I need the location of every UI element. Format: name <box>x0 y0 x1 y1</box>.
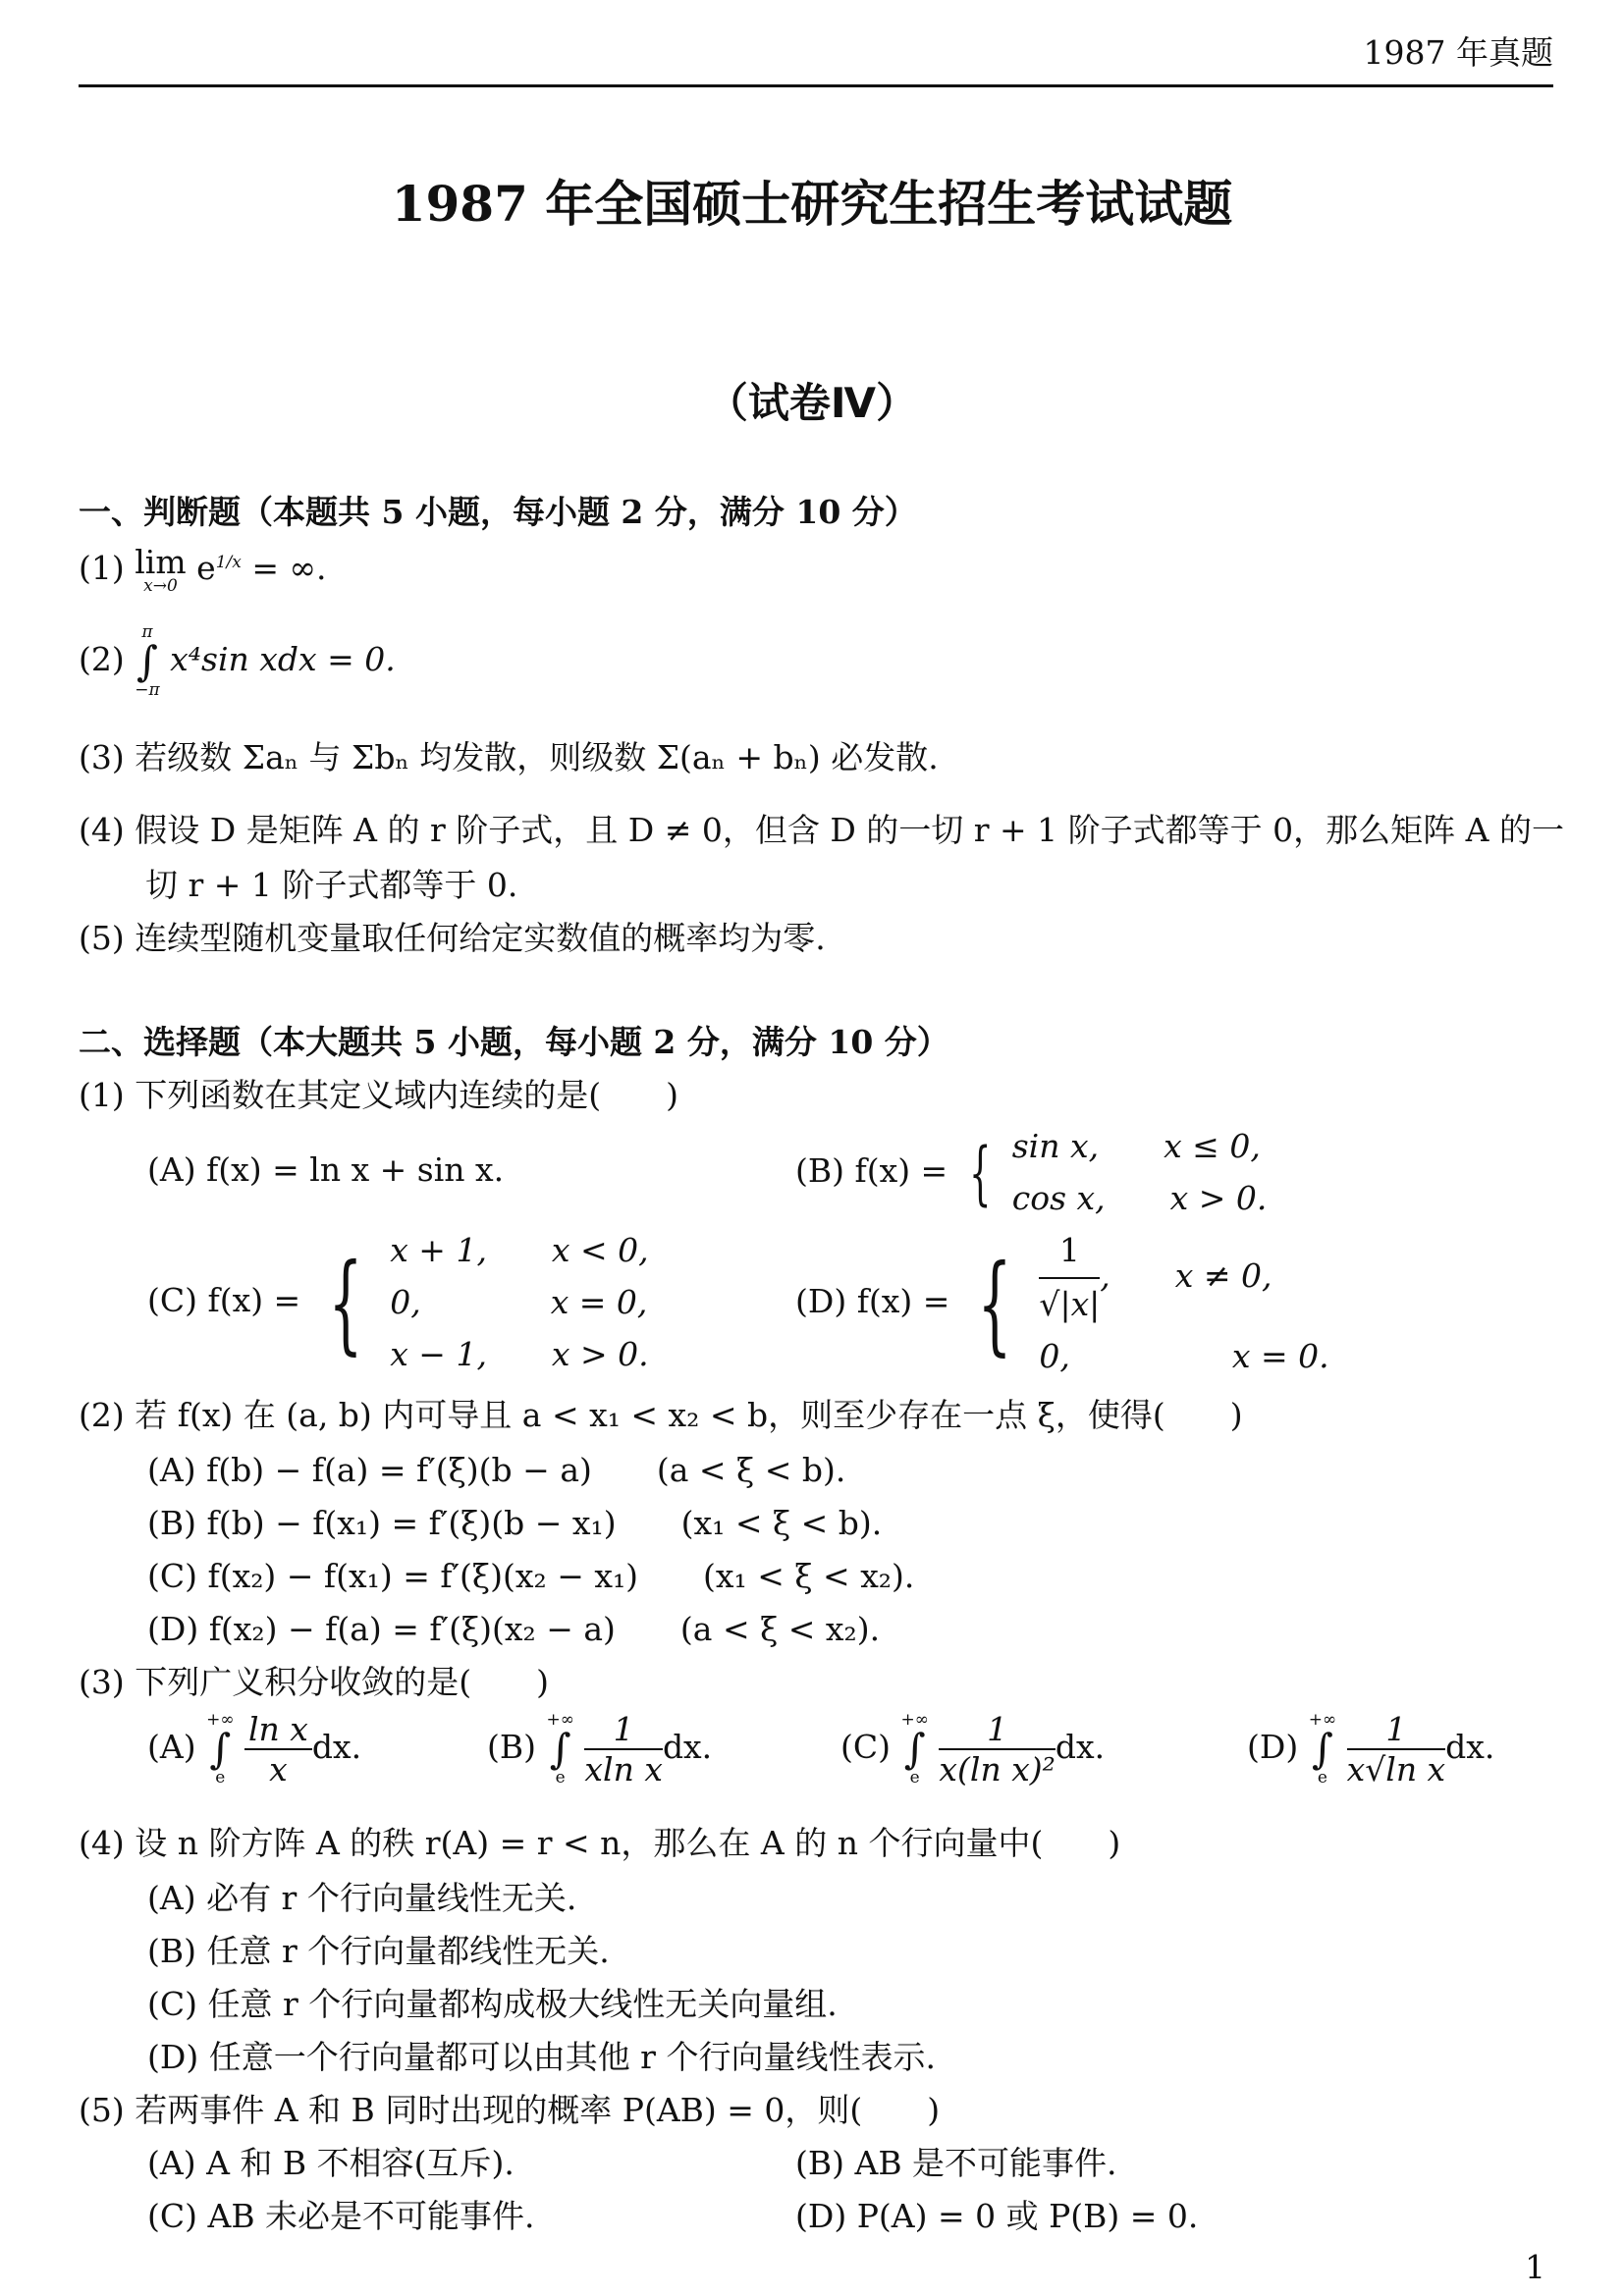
s1-q3 <box>79 732 939 778</box>
s2-q1-option-c: (C) f(x) = { x + 1, x < 0, 0, x = 0, x − 1, x > 0. <box>147 1225 649 1380</box>
s1-q1-num: (1) <box>79 549 125 587</box>
s2-q1-c-case2: 0, x = 0, <box>390 1282 648 1321</box>
s1-q5-text: 连续型随机变量取任何给定实数值的概率均为零. <box>135 919 826 957</box>
integral-sign: +∞ ∫ e <box>900 1710 929 1788</box>
s2-q1-stem: (1) 下列函数在其定义域内连续的是( ) <box>79 1076 678 1114</box>
s1-q5-num: (5) <box>79 919 125 957</box>
running-header: 1987 年真题 <box>1363 33 1553 72</box>
s2-q5-option-d: (D) P(A) = 0 或 P(B) = 0. <box>795 2197 1199 2235</box>
s2-q3-option-b <box>487 1710 712 1789</box>
s1-q5 <box>79 913 826 959</box>
s1-q2-body: x⁴sin xdx = 0. <box>170 640 396 678</box>
s2-q5-option-b: (B) AB 是不可能事件. <box>795 2144 1117 2182</box>
section1-heading: 一、判断题（本题共 5 小题，每小题 2 分，满分 10 分） <box>79 493 917 531</box>
s2-q4-option-d: (D) 任意一个行向量都可以由其他 r 个行向量线性表示. <box>147 2038 936 2076</box>
s2-q1-c-case3: x − 1, x > 0. <box>390 1334 649 1373</box>
s2-q3-c-denominator: x(ln x)² <box>939 1750 1056 1789</box>
s2-q4-stem: (4) 设 n 阶方阵 A 的秩 r(A) = r < n，那么在 A 的 n 个行向量中( ) <box>79 1824 1121 1862</box>
s2-q1-c-case1: x + 1, x < 0, <box>390 1231 649 1269</box>
integral-sign: +∞ ∫ e <box>546 1710 574 1788</box>
s2-q1-d-case1-tail: , x ≠ 0, <box>1100 1255 1272 1295</box>
s2-q3-stem: (3) 下列广义积分收敛的是( ) <box>79 1663 549 1701</box>
s1-q4-text1: 假设 D 是矩阵 A 的 r 阶子式，且 D ≠ 0，但含 D 的一切 r + 1 阶子式都等于 0，那么矩阵 A 的一 <box>135 811 1564 849</box>
s2-q1-c-prefix: (C) f(x) = <box>147 1281 301 1320</box>
s2-q3-a-label: (A) <box>147 1728 196 1766</box>
s1-q3-text: 若级数 Σaₙ 与 Σbₙ 均发散，则级数 Σ(aₙ + bₙ) 必发散. <box>135 738 939 776</box>
page-number: 1 <box>1525 2248 1545 2286</box>
limit-operator: lim x→0 <box>135 543 187 596</box>
s1-q4-num: (4) <box>79 811 125 849</box>
s2-q1-option-a: (A) f(x) = ln x + sin x. <box>147 1150 505 1189</box>
s2-q2-option-a: (A) f(b) − f(a) = f′(ξ)(b − a) (a < ξ < b). <box>147 1451 846 1489</box>
s2-q2-stem: (2) 若 f(x) 在 (a, b) 内可导且 a < x₁ < x₂ < b，则至少存在一点 ξ，使得( ) <box>79 1396 1243 1434</box>
s1-q1-base: e <box>196 549 216 587</box>
s2-q1-d-denominator: √|x| <box>1039 1284 1101 1323</box>
s2-q1-b-case1: sin x, x ≤ 0, <box>1011 1127 1261 1165</box>
section2-heading: 二、选择题（本大题共 5 小题，每小题 2 分，满分 10 分） <box>79 1023 949 1061</box>
paper-subtitle: （试卷Ⅳ） <box>706 379 918 427</box>
s2-q3-d-dx: dx. <box>1445 1728 1495 1766</box>
page-title: 1987 年全国硕士研究生招生考试试题 <box>391 175 1233 233</box>
s2-q5-option-c: (C) AB 未必是不可能事件. <box>147 2197 535 2235</box>
s2-q1-b-prefix: (B) f(x) = <box>795 1150 948 1190</box>
s2-q3-b-denominator: xln x <box>584 1750 663 1789</box>
s2-q3-c-label: (C) <box>840 1728 891 1766</box>
s2-q3-b-label: (B) <box>487 1728 536 1766</box>
s2-q2-option-d: (D) f(x₂) − f(a) = f′(ξ)(x₂ − a) (a < ξ < x₂). <box>147 1610 881 1648</box>
s2-q1-b-case2: cos x, x > 0. <box>1011 1178 1268 1217</box>
s2-q1-option-b: (B) f(x) = { sin x, x ≤ 0, cos x, x > 0. <box>795 1121 1267 1225</box>
integral-sign: +∞ ∫ e <box>206 1710 235 1788</box>
s2-q3-c-numerator: 1 <box>939 1710 1056 1750</box>
s2-q3-d-numerator: 1 <box>1347 1710 1446 1750</box>
s2-q4-option-c: (C) 任意 r 个行向量都构成极大线性无关向量组. <box>147 1985 838 2023</box>
s1-q2-num: (2) <box>79 640 125 678</box>
s2-q1-d-numerator: 1 <box>1039 1225 1100 1279</box>
s1-q4-line2: 切 r + 1 阶子式都等于 0. <box>145 866 518 904</box>
s1-q1-exponent: 1/x <box>215 553 242 572</box>
s2-q5-option-a: (A) A 和 B 不相容(互斥). <box>147 2144 514 2182</box>
s2-q1-d-prefix: (D) f(x) = <box>795 1282 950 1321</box>
header-rule <box>79 84 1553 87</box>
s2-q3-a-denominator: x <box>269 1750 288 1789</box>
s2-q3-b-dx: dx. <box>662 1728 713 1766</box>
s2-q3-a-dx: dx. <box>311 1728 362 1766</box>
s2-q3-option-a <box>147 1710 361 1789</box>
s1-q3-num: (3) <box>79 738 125 776</box>
s2-q2-option-b: (B) f(b) − f(x₁) = f′(ξ)(b − x₁) (x₁ < ξ < b). <box>147 1504 883 1542</box>
s2-q3-b-numerator: 1 <box>584 1710 663 1750</box>
s1-q4-line1 <box>79 805 1564 851</box>
integral-sign: π ∫ −π <box>135 622 160 700</box>
s2-q4-option-a: (A) 必有 r 个行向量线性无关. <box>147 1879 577 1917</box>
s1-q1-rest: = ∞. <box>241 549 327 587</box>
s2-q3-option-d <box>1247 1710 1494 1789</box>
integral-sign: +∞ ∫ e <box>1308 1710 1337 1788</box>
s2-q1-d-case2: 0, x = 0. <box>1039 1336 1329 1375</box>
s2-q3-d-label: (D) <box>1247 1728 1299 1766</box>
s2-q3-d-denominator: x√ln x <box>1346 1750 1446 1789</box>
s1-q2 <box>79 624 396 699</box>
s2-q3-a-numerator: ln x <box>244 1710 312 1750</box>
s1-q1 <box>79 543 327 596</box>
s2-q3-option-c <box>840 1710 1105 1789</box>
s2-q4-option-b: (B) 任意 r 个行向量都线性无关. <box>147 1932 610 1970</box>
s2-q1-option-d: (D) f(x) = { $\frac{1}{√|x|}$ , x ≠ 0, 0, x = 0. <box>795 1225 1329 1382</box>
s2-q3-c-dx: dx. <box>1055 1728 1106 1766</box>
s2-q2-option-c: (C) f(x₂) − f(x₁) = f′(ξ)(x₂ − x₁) (x₁ < ξ < x₂). <box>147 1557 915 1595</box>
s2-q5-stem: (5) 若两事件 A 和 B 同时出现的概率 P(AB) = 0，则( ) <box>79 2091 941 2129</box>
